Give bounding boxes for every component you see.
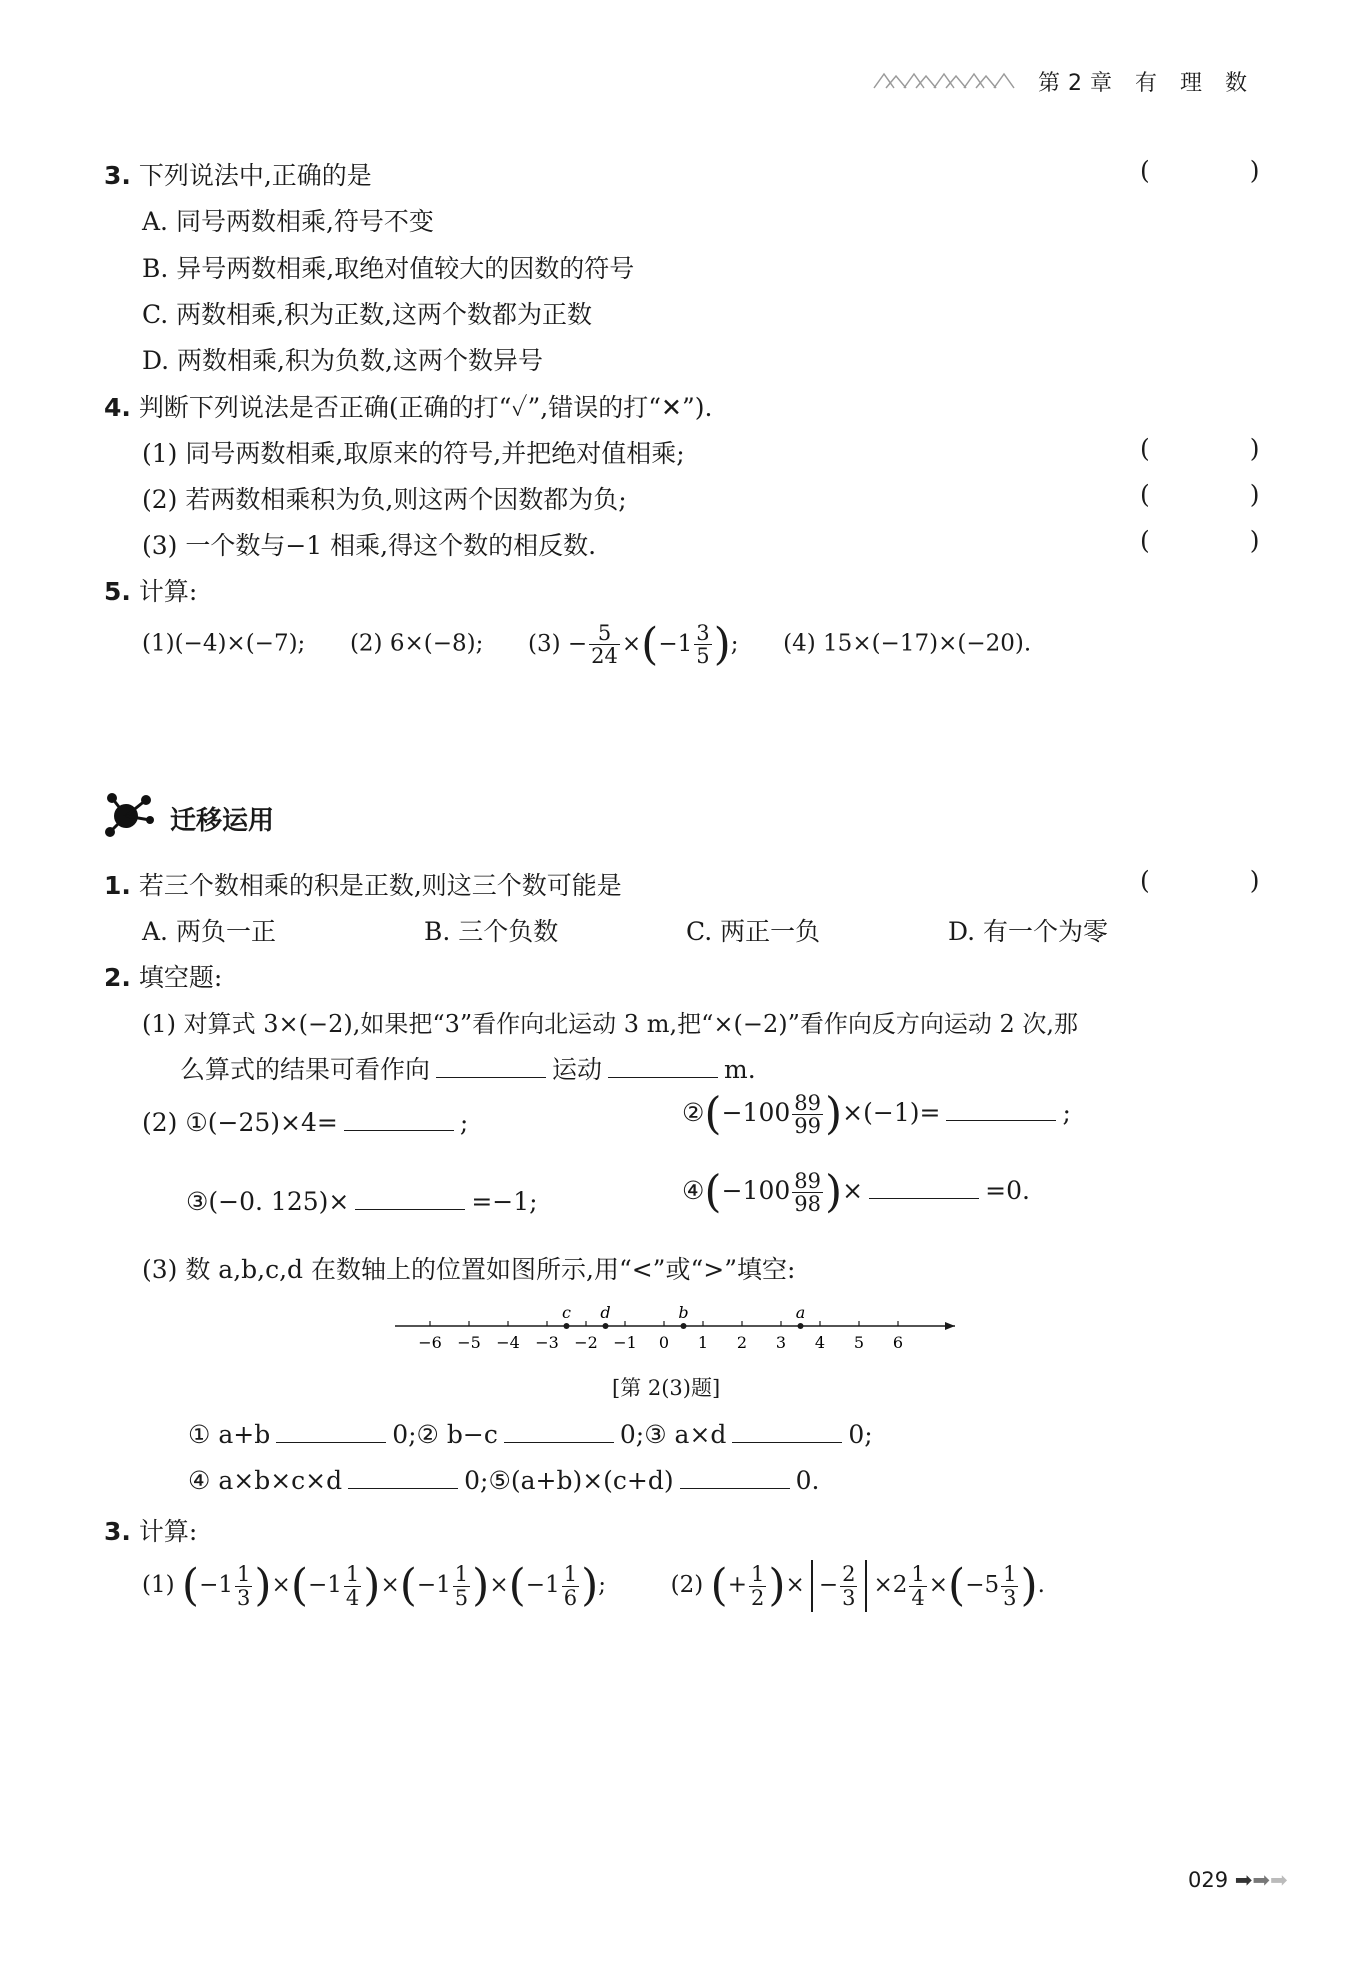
blank-distance[interactable]: [608, 1055, 718, 1078]
fraction: $\frac{1}{5}$: [454, 1562, 469, 1610]
point-label-c: c: [562, 1303, 571, 1322]
tick-label: 6: [892, 1333, 904, 1352]
tick-label: 3: [775, 1333, 787, 1352]
t1-option-d: D. 有一个为零: [948, 917, 1109, 946]
blank-s2-b[interactable]: [946, 1098, 1056, 1121]
tick-label: 5: [853, 1333, 865, 1352]
point-label-d: d: [600, 1303, 611, 1322]
fraction: $\frac{89}{99}$: [794, 1091, 821, 1139]
q4-item-3-paren[interactable]: ( ): [1140, 526, 1306, 555]
t2-s1-line2: 么算式的结果可看作向 运动 m.: [180, 1055, 756, 1084]
t3-part-1: (−1 $\frac{1}{3}$ )×(−1 $\frac{1}{4}$ )×(−1 $\frac{1}{5}$ )×(−1 $\frac{1}{6}$ );: [181, 1560, 606, 1611]
blank-r1-2[interactable]: [504, 1420, 614, 1443]
number-line: [390, 1300, 970, 1360]
blank-s2-c[interactable]: [355, 1187, 465, 1210]
t3-parts: (1) (−1 $\frac{1}{3}$ )×(−1 $\frac{1}{4}$ )×(−1 $\frac{1}{5}$ )×(−1 $\frac{1}{6}$ ); (2) (+ $\frac{1}{2}$ )× − $\frac{2}{3}$ ×2 $\frac{1}{4}$ ×(−5 $\frac{1}{3}$ ).: [142, 1560, 1045, 1611]
t2-s3-row1: ① a+b 0;② b−c 0;③ a×d 0;: [188, 1420, 873, 1449]
q4-item-1: (1) 同号两数相乘,取原来的符号,并把绝对值相乘;: [142, 439, 685, 468]
q4-item-2-paren[interactable]: ( ): [1140, 480, 1306, 509]
fraction: $\frac{5}{24}$: [591, 621, 618, 669]
point-label-b: b: [678, 1303, 689, 1322]
chapter-header: 第2章 有 理 数: [1038, 71, 1255, 96]
t2-s3-stem: (3) 数 a,b,c,d 在数轴上的位置如图所示,用“<”或“>”填空:: [142, 1255, 796, 1284]
fraction: $\frac{1}{2}$: [750, 1562, 765, 1610]
blank-r1-3[interactable]: [732, 1420, 842, 1443]
t2-s2-b: ②(−100 $\frac{89}{99}$ )×(−1)= ;: [682, 1088, 1071, 1140]
q5-part-2: (2) 6×(−8);: [349, 630, 484, 657]
fraction: $\frac{2}{3}$: [842, 1562, 856, 1610]
q5-part-3: (3) − $\frac{5}{24}$ ×(−1 $\frac{3}{5}$ );: [527, 618, 739, 670]
fraction: $\frac{1}{6}$: [563, 1562, 578, 1610]
t2-s2-c: ③(−0. 125)× =−1;: [186, 1187, 538, 1216]
tick-label: 1: [697, 1333, 709, 1352]
q3-option-d: D. 两数相乘,积为负数,这两个数异号: [142, 346, 543, 375]
molecule-icon: [104, 790, 164, 840]
q5-stem: 5. 计算:: [104, 577, 198, 606]
figure-caption: [第 2(3)题]: [612, 1376, 721, 1400]
t2-s2-d: ④(−100 $\frac{89}{98}$ )× =0.: [682, 1166, 1030, 1218]
fraction: $\frac{1}{4}$: [345, 1562, 360, 1610]
t3-stem: 3. 计算:: [104, 1517, 198, 1546]
t2-s2-a: (2) ①(−25)×4= ;: [142, 1108, 469, 1137]
tick-label: 2: [736, 1333, 748, 1352]
fraction: $\frac{3}{5}$: [696, 621, 710, 669]
tick-label: −5: [457, 1333, 481, 1352]
axis-arrow: [945, 1322, 955, 1330]
blank-direction[interactable]: [436, 1055, 546, 1078]
section-title: 迁移运用: [170, 806, 275, 836]
q4-item-2: (2) 若两数相乘积为负,则这两个因数都为负;: [142, 485, 627, 514]
tick-label: −2: [574, 1333, 598, 1352]
tick-label: 4: [814, 1333, 826, 1352]
q4-item-3: (3) 一个数与−1 相乘,得这个数的相反数.: [142, 531, 597, 560]
t1-option-c: C. 两正一负: [686, 917, 821, 946]
q5-part-4: (4) 15×(−17)×(−20).: [783, 630, 1032, 657]
blank-r2-1[interactable]: [348, 1466, 458, 1489]
q4-stem: 4. 判断下列说法是否正确(正确的打“✓”,错误的打“✕”).: [104, 393, 713, 422]
t1-stem: 1. 若三个数相乘的积是正数,则这三个数可能是: [104, 871, 622, 900]
t1-answer-paren[interactable]: ( ): [1140, 866, 1306, 895]
header-mountain-decoration: [872, 70, 1022, 90]
arrow-right-icon: ➡: [1270, 1868, 1288, 1892]
fraction: $\frac{89}{98}$: [794, 1169, 821, 1217]
blank-r2-2[interactable]: [680, 1466, 790, 1489]
fraction: $\frac{1}{3}$: [1003, 1562, 1017, 1610]
absolute-bar-right: [865, 1560, 867, 1612]
q5-parts: [142, 618, 1032, 670]
t2-s1-line1: (1) 对算式 3×(−2),如果把“3”看作向北运动 3 m,把“×(−2)”看作向反方向运动 2 次,那: [142, 1010, 1078, 1038]
tick-label: 0: [658, 1333, 670, 1352]
point-a: [798, 1323, 804, 1329]
q3-stem: 3. 下列说法中,正确的是: [104, 161, 372, 190]
point-b: [681, 1323, 687, 1329]
tick-label: −3: [535, 1333, 559, 1352]
fraction: $\frac{1}{4}$: [911, 1562, 925, 1610]
blank-r1-1[interactable]: [276, 1420, 386, 1443]
q4-item-1-paren[interactable]: ( ): [1140, 434, 1306, 463]
point-d: [603, 1323, 609, 1329]
q3-option-c: C. 两数相乘,积为正数,这两个数都为正数: [142, 300, 593, 329]
page-number: 029 ➡➡➡: [1188, 1868, 1288, 1892]
t1-option-a: A. 两负一正: [142, 917, 276, 946]
q3-option-a: A. 同号两数相乘,符号不变: [142, 207, 434, 236]
absolute-bar-left: [811, 1560, 813, 1612]
arrow-right-icon: ➡: [1252, 1868, 1270, 1892]
fraction: $\frac{1}{3}$: [236, 1562, 251, 1610]
arrow-right-icon: ➡: [1234, 1868, 1253, 1892]
t2-s3-row2: ④ a×b×c×d 0;⑤(a+b)×(c+d) 0.: [188, 1466, 820, 1495]
t3-part-2: (+ $\frac{1}{2}$ )× − $\frac{2}{3}$ ×2 $\frac{1}{4}$ ×(−5 $\frac{1}{3}$ ).: [710, 1560, 1045, 1611]
t1-option-b: B. 三个负数: [424, 917, 559, 946]
point-label-a: a: [795, 1303, 806, 1322]
tick-label: −6: [418, 1333, 442, 1352]
blank-s2-d[interactable]: [869, 1176, 979, 1199]
q5-part-1: (1)(−4)×(−7);: [142, 630, 306, 657]
point-c: [564, 1323, 570, 1329]
tick-label: −4: [496, 1333, 520, 1352]
blank-s2-a[interactable]: [344, 1108, 454, 1131]
q3-option-b: B. 异号两数相乘,取绝对值较大的因数的符号: [142, 254, 635, 283]
tick-label: −1: [613, 1333, 637, 1352]
t2-stem: 2. 填空题:: [104, 963, 223, 992]
q3-answer-paren[interactable]: ( ): [1140, 156, 1306, 185]
